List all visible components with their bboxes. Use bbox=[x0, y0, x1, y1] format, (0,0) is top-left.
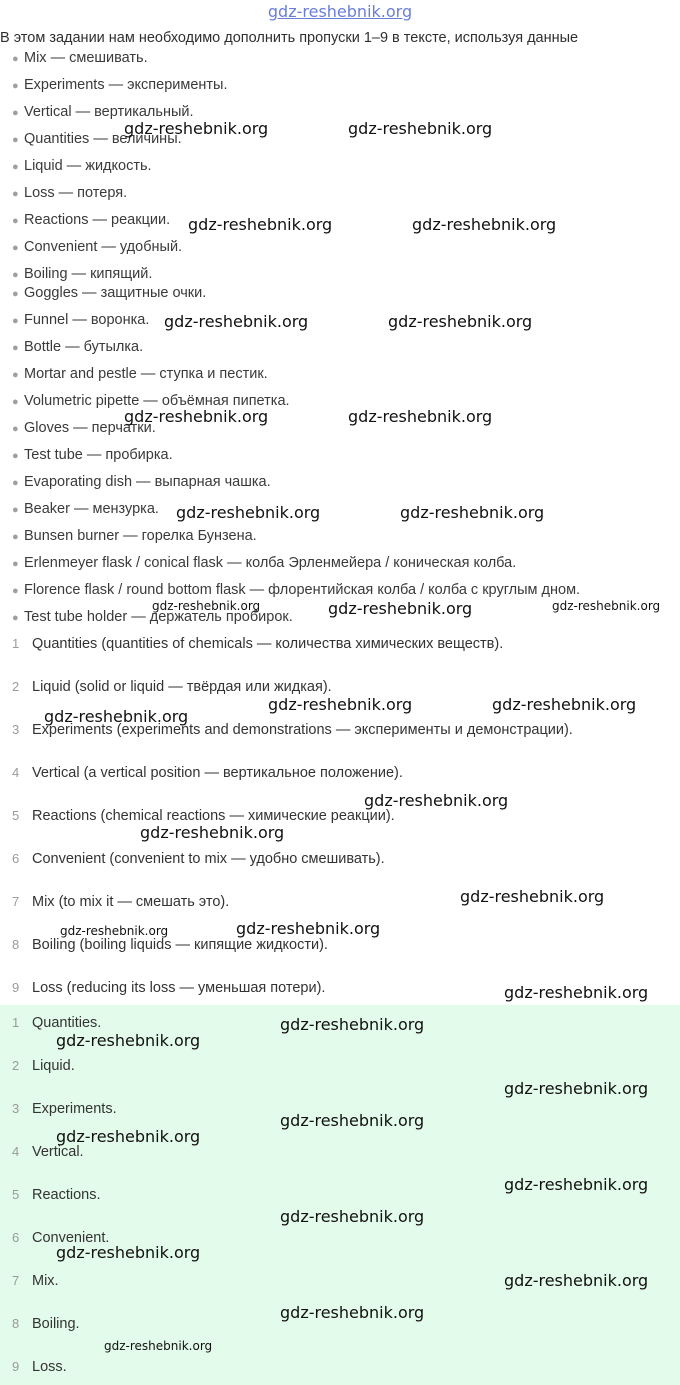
vocab-item: ● Florence flask / round bottom flask — флорентийская колба / колба с круглым дном. bbox=[12, 582, 581, 598]
vocab-item: ● Vertical — вертикальный. bbox=[12, 104, 194, 120]
bullet-icon: ● bbox=[12, 242, 19, 254]
vocab-item: ● Goggles — защитные очки. bbox=[12, 285, 207, 301]
bullet-icon: ● bbox=[12, 161, 19, 173]
watermark: gdz-reshebnik.org bbox=[268, 695, 413, 714]
final-answer-row: 5 Reactions. bbox=[12, 1187, 101, 1203]
task-intro: В этом задании нам необходимо дополнить пропуски 1–9 в тексте, используя данные bbox=[0, 30, 579, 46]
site-title-link[interactable]: gdz-reshebnik.org bbox=[267, 2, 413, 21]
watermark: gdz-reshebnik.org bbox=[188, 215, 333, 234]
bullet-icon: ● bbox=[12, 215, 19, 227]
watermark: gdz-reshebnik.org bbox=[388, 312, 533, 331]
watermark: gdz-reshebnik.org bbox=[44, 707, 189, 726]
watermark: gdz-reshebnik.org bbox=[504, 1271, 649, 1290]
bullet-icon: ● bbox=[12, 531, 19, 543]
bullet-icon: ● bbox=[12, 188, 19, 200]
final-answer-row: 3 Experiments. bbox=[12, 1101, 117, 1117]
explained-answer-row: 2 Liquid (solid or liquid — твёрдая или жидкая). bbox=[12, 679, 332, 695]
final-answer-row: 8 Boiling. bbox=[12, 1316, 80, 1332]
vocab-item: ● Test tube — пробирка. bbox=[12, 447, 173, 463]
watermark: gdz-reshebnik.org bbox=[280, 1303, 425, 1322]
explained-answer-row: 9 Loss (reducing its loss — уменьшая потери). bbox=[12, 980, 326, 996]
final-answer-row: 9 Loss. bbox=[12, 1359, 67, 1375]
explained-answer-row: 3 Experiments (experiments and demonstrations — эксперименты и демонстрации). bbox=[12, 722, 573, 738]
watermark: gdz-reshebnik.org bbox=[236, 919, 381, 938]
vocab-item: ● Bottle — бутылка. bbox=[12, 339, 144, 355]
bullet-icon: ● bbox=[12, 612, 19, 624]
explained-answer-row: 6 Convenient (convenient to mix — удобно смешивать). bbox=[12, 851, 385, 867]
vocab-item: ● Quantities — величины. bbox=[12, 131, 182, 147]
bullet-icon: ● bbox=[12, 450, 19, 462]
watermark: gdz-reshebnik.org bbox=[56, 1127, 201, 1146]
watermark: gdz-reshebnik.org bbox=[412, 215, 557, 234]
vocab-item: ● Experiments — эксперименты. bbox=[12, 77, 228, 93]
explained-answer-row: 7 Mix (to mix it — смешать это). bbox=[12, 894, 230, 910]
bullet-icon: ● bbox=[12, 269, 19, 281]
vocab-item: ● Evaporating dish — выпарная чашка. bbox=[12, 474, 271, 490]
vocab-item: ● Convenient — удобный. bbox=[12, 239, 183, 255]
watermark: gdz-reshebnik.org bbox=[280, 1207, 425, 1226]
watermark: gdz-reshebnik.org bbox=[60, 924, 169, 938]
watermark: gdz-reshebnik.org bbox=[504, 983, 649, 1002]
final-answer-row: 7 Mix. bbox=[12, 1273, 59, 1289]
vocab-item: ● Funnel — воронка. bbox=[12, 312, 150, 328]
bullet-icon: ● bbox=[12, 396, 19, 408]
watermark: gdz-reshebnik.org bbox=[348, 119, 493, 138]
final-answer-row: 4 Vertical. bbox=[12, 1144, 84, 1160]
watermark: gdz-reshebnik.org bbox=[460, 887, 605, 906]
watermark: gdz-reshebnik.org bbox=[492, 695, 637, 714]
explained-answer-row: 8 Boiling (boiling liquids — кипящие жидкости). bbox=[12, 937, 328, 953]
watermark: gdz-reshebnik.org bbox=[124, 119, 269, 138]
final-answer-row: 2 Liquid. bbox=[12, 1058, 75, 1074]
watermark: gdz-reshebnik.org bbox=[140, 823, 285, 842]
bullet-icon: ● bbox=[12, 315, 19, 327]
bullet-icon: ● bbox=[12, 558, 19, 570]
watermark: gdz-reshebnik.org bbox=[164, 312, 309, 331]
bullet-icon: ● bbox=[12, 134, 19, 146]
vocab-item: ● Liquid — жидкость. bbox=[12, 158, 152, 174]
vocab-item: ● Reactions — реакции. bbox=[12, 212, 171, 228]
bullet-icon: ● bbox=[12, 585, 19, 597]
watermark: gdz-reshebnik.org bbox=[176, 503, 321, 522]
watermark: gdz-reshebnik.org bbox=[348, 407, 493, 426]
vocab-item: ● Bunsen burner — горелка Бунзена. bbox=[12, 528, 257, 544]
watermark: gdz-reshebnik.org bbox=[280, 1111, 425, 1130]
bullet-icon: ● bbox=[12, 504, 19, 516]
bullet-icon: ● bbox=[12, 477, 19, 489]
vocab-item: ● Loss — потеря. bbox=[12, 185, 128, 201]
explained-answer-row: 4 Vertical (a vertical position — вертикальное положение). bbox=[12, 765, 403, 781]
bullet-icon: ● bbox=[12, 107, 19, 119]
watermark: gdz-reshebnik.org bbox=[552, 599, 661, 613]
watermark: gdz-reshebnik.org bbox=[280, 1015, 425, 1034]
bullet-icon: ● bbox=[12, 80, 19, 92]
bullet-icon: ● bbox=[12, 423, 19, 435]
final-answer-row: 6 Convenient. bbox=[12, 1230, 110, 1246]
vocab-item: ● Gloves — перчатки. bbox=[12, 420, 156, 436]
vocab-item: ● Mix — смешивать. bbox=[12, 50, 148, 66]
watermark: gdz-reshebnik.org bbox=[152, 599, 261, 613]
vocab-item: ● Test tube holder — держатель пробирок. bbox=[12, 609, 293, 625]
explained-answer-row: 1 Quantities (quantities of chemicals — количества химических веществ). bbox=[12, 636, 504, 652]
watermark: gdz-reshebnik.org bbox=[56, 1243, 201, 1262]
watermark: gdz-reshebnik.org bbox=[364, 791, 509, 810]
vocab-item: ● Boiling — кипящий. bbox=[12, 266, 153, 282]
watermark: gdz-reshebnik.org bbox=[504, 1175, 649, 1194]
bullet-icon: ● bbox=[12, 342, 19, 354]
watermark: gdz-reshebnik.org bbox=[504, 1079, 649, 1098]
vocab-item: ● Erlenmeyer flask / conical flask — колба Эрленмейера / коническая колба. bbox=[12, 555, 517, 571]
vocab-item: ● Beaker — мензурка. bbox=[12, 501, 159, 517]
bullet-icon: ● bbox=[12, 53, 19, 65]
explained-answer-row: 5 Reactions (chemical reactions — химические реакции). bbox=[12, 808, 395, 824]
bullet-icon: ● bbox=[12, 369, 19, 381]
watermark: gdz-reshebnik.org bbox=[124, 407, 269, 426]
bullet-icon: ● bbox=[12, 288, 19, 300]
watermark: gdz-reshebnik.org bbox=[400, 503, 545, 522]
vocab-item: ● Mortar and pestle — ступка и пестик. bbox=[12, 366, 268, 382]
watermark: gdz-reshebnik.org bbox=[104, 1339, 213, 1353]
watermark: gdz-reshebnik.org bbox=[56, 1031, 201, 1050]
vocab-item: ● Volumetric pipette — объёмная пипетка. bbox=[12, 393, 290, 409]
watermark: gdz-reshebnik.org bbox=[328, 599, 473, 618]
final-answer-row: 1 Quantities. bbox=[12, 1015, 102, 1031]
final-answers-block bbox=[0, 1005, 680, 1385]
